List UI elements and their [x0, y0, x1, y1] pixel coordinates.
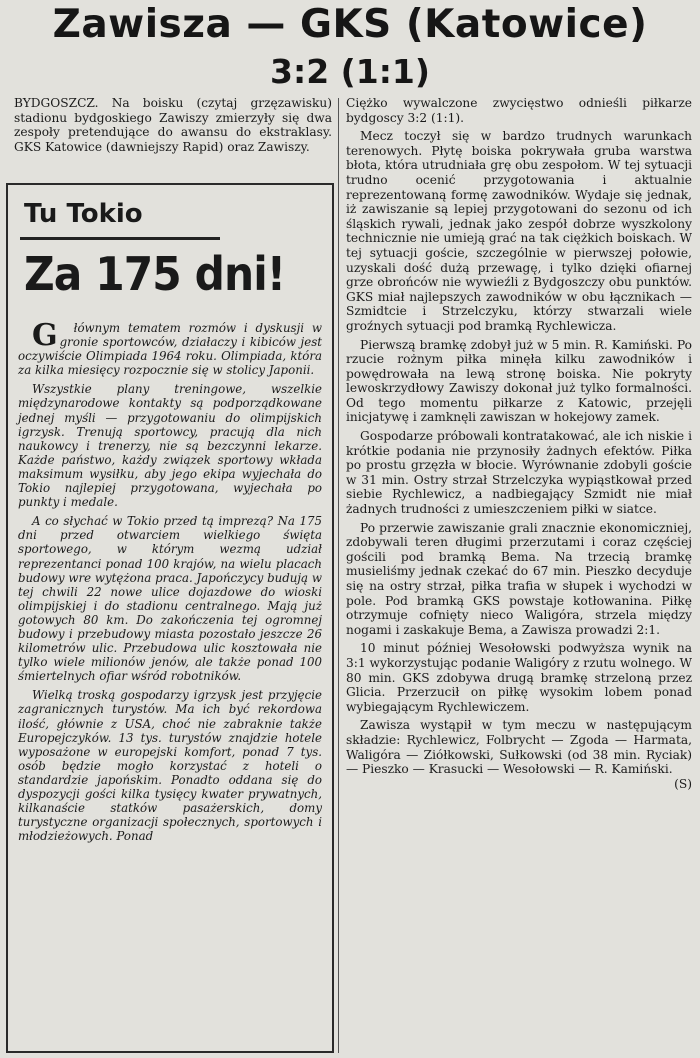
intro-column [14, 96, 332, 158]
intro-paragraph: BYDGOSZCZ. Na boisku (czytaj grzęzawisku) stadionu bydgoskiego Zawiszy zmierzyły się dwa zespoły pretendujące do awansu do ekstraklasy. GKS Katowice (dawniejszy Rapid) oraz Zawiszy. [14, 96, 332, 154]
match-report [346, 96, 692, 791]
author-signature: (S) [674, 776, 692, 791]
lineup-paragraph: Zawisza wystąpił w tym meczu w następującym składzie: Rychlewicz, Folbrycht — Zgoda — Harmata, Waligóra — Ziółkowski, Sułkowski (od 38 min. Ryciak) — Pieszko — Krasucki — Wesołowski — R. Kamiński. (S) [346, 718, 692, 791]
report-paragraph: Ciężko wywalczone zwycięstwo odnieśli piłkarze bydgoscy 3:2 (1:1). [346, 96, 692, 125]
kicker-rule [20, 237, 220, 240]
box-title: Za 175 dni! [24, 247, 286, 301]
box-paragraph: Wielką troską gospodarzy igrzysk jest przyjęcie zagranicznych turystów. Ma ich być rekordowa ilość, głównie z USA, choć nie zabraknie także Europejczyków. 13 tys. turystów znajdzie hotele wyposażone w europejski komfort, ponad 7 tys. osób będzie mogło korzystać z hoteli o standardzie japońskim. Ponadto oddana się do dyspozycji gości kilka tysięcy kwater prywatnych, kilkanaście statków pasażerskich, domy turystyczne organizacji społecznych, sportowych i młodzieżowych. Ponad [18, 688, 322, 844]
report-paragraph: Pierwszą bramkę zdobył już w 5 min. R. Kamiński. Po rzucie rożnym piłka minęła kilku zawodników i powędrowała na lewą stronę boiska. Nie pokryty lewoskrzydłowy Zawiszy dokonał już tylko formalności. Od tego momentu piłkarze z Katowic, przejęli inicjatywę i zamknęli zawiszan w hokejowy zamek. [346, 337, 692, 425]
box-paragraph: Wszystkie plany treningowe, wszelkie międzynarodowe kontakty są podporządkowane jednej myśli — przygotowaniu do olimpijskich igrzysk. Trenują sportowcy, pracują dla nich naukowcy i trenerzy, nie są bezczynni lekarze. Każde państwo, każdy związek sportowy wkłada maksimum wysiłku, aby jego ekipa wyjechała do Tokio najlepiej przygotowana, wyjechała po punkty i medale. [18, 382, 322, 510]
olympics-box [6, 183, 334, 1053]
match-score: 3:2 (1:1) [270, 52, 430, 91]
headline: Zawisza — GKS (Katowice) [52, 2, 648, 47]
box-kicker: Tu Tokio [24, 199, 143, 229]
report-paragraph: 10 minut później Wesołowski podwyższa wynik na 3:1 wykorzystując podanie Waligóry z rzutu wolnego. W 80 min. GKS zdobywa drugą bramkę strzeloną przez Glicia. Przerzucił on piłkę wysokim lobem ponad wybiegającym Rychlewiczem. [346, 641, 692, 714]
report-paragraph: Gospodarze próbowali kontratakować, ale ich niskie i krótkie podania nie przynosiły żadnych efektów. Piłka po prostu grzęzła w błocie. Wyrównanie zdobyli goście w 31 min. Ostry strzał Strzelczyka wypiąstkował przed siebie Rychlewicz, a nadbiegający Szmidt nie miał żadnych trudności z umieszczeniem piłki w siatce. [346, 429, 692, 517]
report-paragraph: Mecz toczył się w bardzo trudnych warunkach terenowych. Płytę boiska pokrywała gruba warstwa błota, która utrudniała grę obu zespołom. W tej sytuacji trudno ocenić przygotowania i aktualnie reprezentowaną formę zawodników. Wydaje się jednak, iż zawiszanie są lepiej przygotowani do sezonu od ich śląskich rywali, jednak jako zespół dobrze wyszkolony technicznie nie umieją grać na tak ciężkich boiskach. W tej sytuacji goście, szczególnie w pierwszej połowie, uzyskali dość dużą przewagę, i tylko dzięki ofiarnej grze obrońców nie wywieźli z Bydgoszczy obu punktów. GKS miał najlepszych zawodników w obu łącznikach — Szmidtcie i Strzelczyku, którzy stwarzali wiele groźnych sytuacji pod bramką Rychlewicza. [346, 129, 692, 333]
box-paragraph: G łównym tematem rozmów i dyskusji w gronie sportowców, działaczy i kibiców jest oczywiście Olimpiada 1964 roku. Olimpiada, która za kilka miesięcy rozpocznie się w stolicy Japonii. [18, 318, 322, 378]
column-divider [338, 98, 339, 1053]
drop-cap: G [32, 318, 58, 353]
box-article [18, 318, 322, 848]
report-paragraph: Po przerwie zawiszanie grali znacznie ekonomiczniej, zdobywali teren długimi przerzutami i coraz częściej gościli pod bramką Bema. Na trzecią bramkę musieliśmy jednak czekać do 67 min. Pieszko decyduje się na ostry strzał, piłka trafia w słupek i wychodzi w pole. Pod bramką GKS powstaje kotłowanina. Piłkę otrzymuje cofnięty nieco Waligóra, strzela między nogami i zaskakuje Bema, a Zawisza prowadzi 2:1. [346, 520, 692, 637]
box-paragraph: A co słychać w Tokio przed tą imprezą? Na 175 dni przed otwarciem wielkiego święta sportowego, w którym wezmą udział reprezentanci ponad 100 krajów, na wielu placach budowy wre wytężona praca. Japończycy budują w tej chwili 22 nowe ulice dojazdowe do wioski olimpijskiej i do stadionu centralnego. Mają już gotowych 80 km. Do zakończenia tej ogromnej budowy i przebudowy miasta pozostało jeszcze 26 kilometrów ulic. Przebudowa ulic kosztowała nie tylko wiele milionów jenów, ale także ponad 100 śmiertelnych ofiar wśród robotników. [18, 514, 322, 684]
